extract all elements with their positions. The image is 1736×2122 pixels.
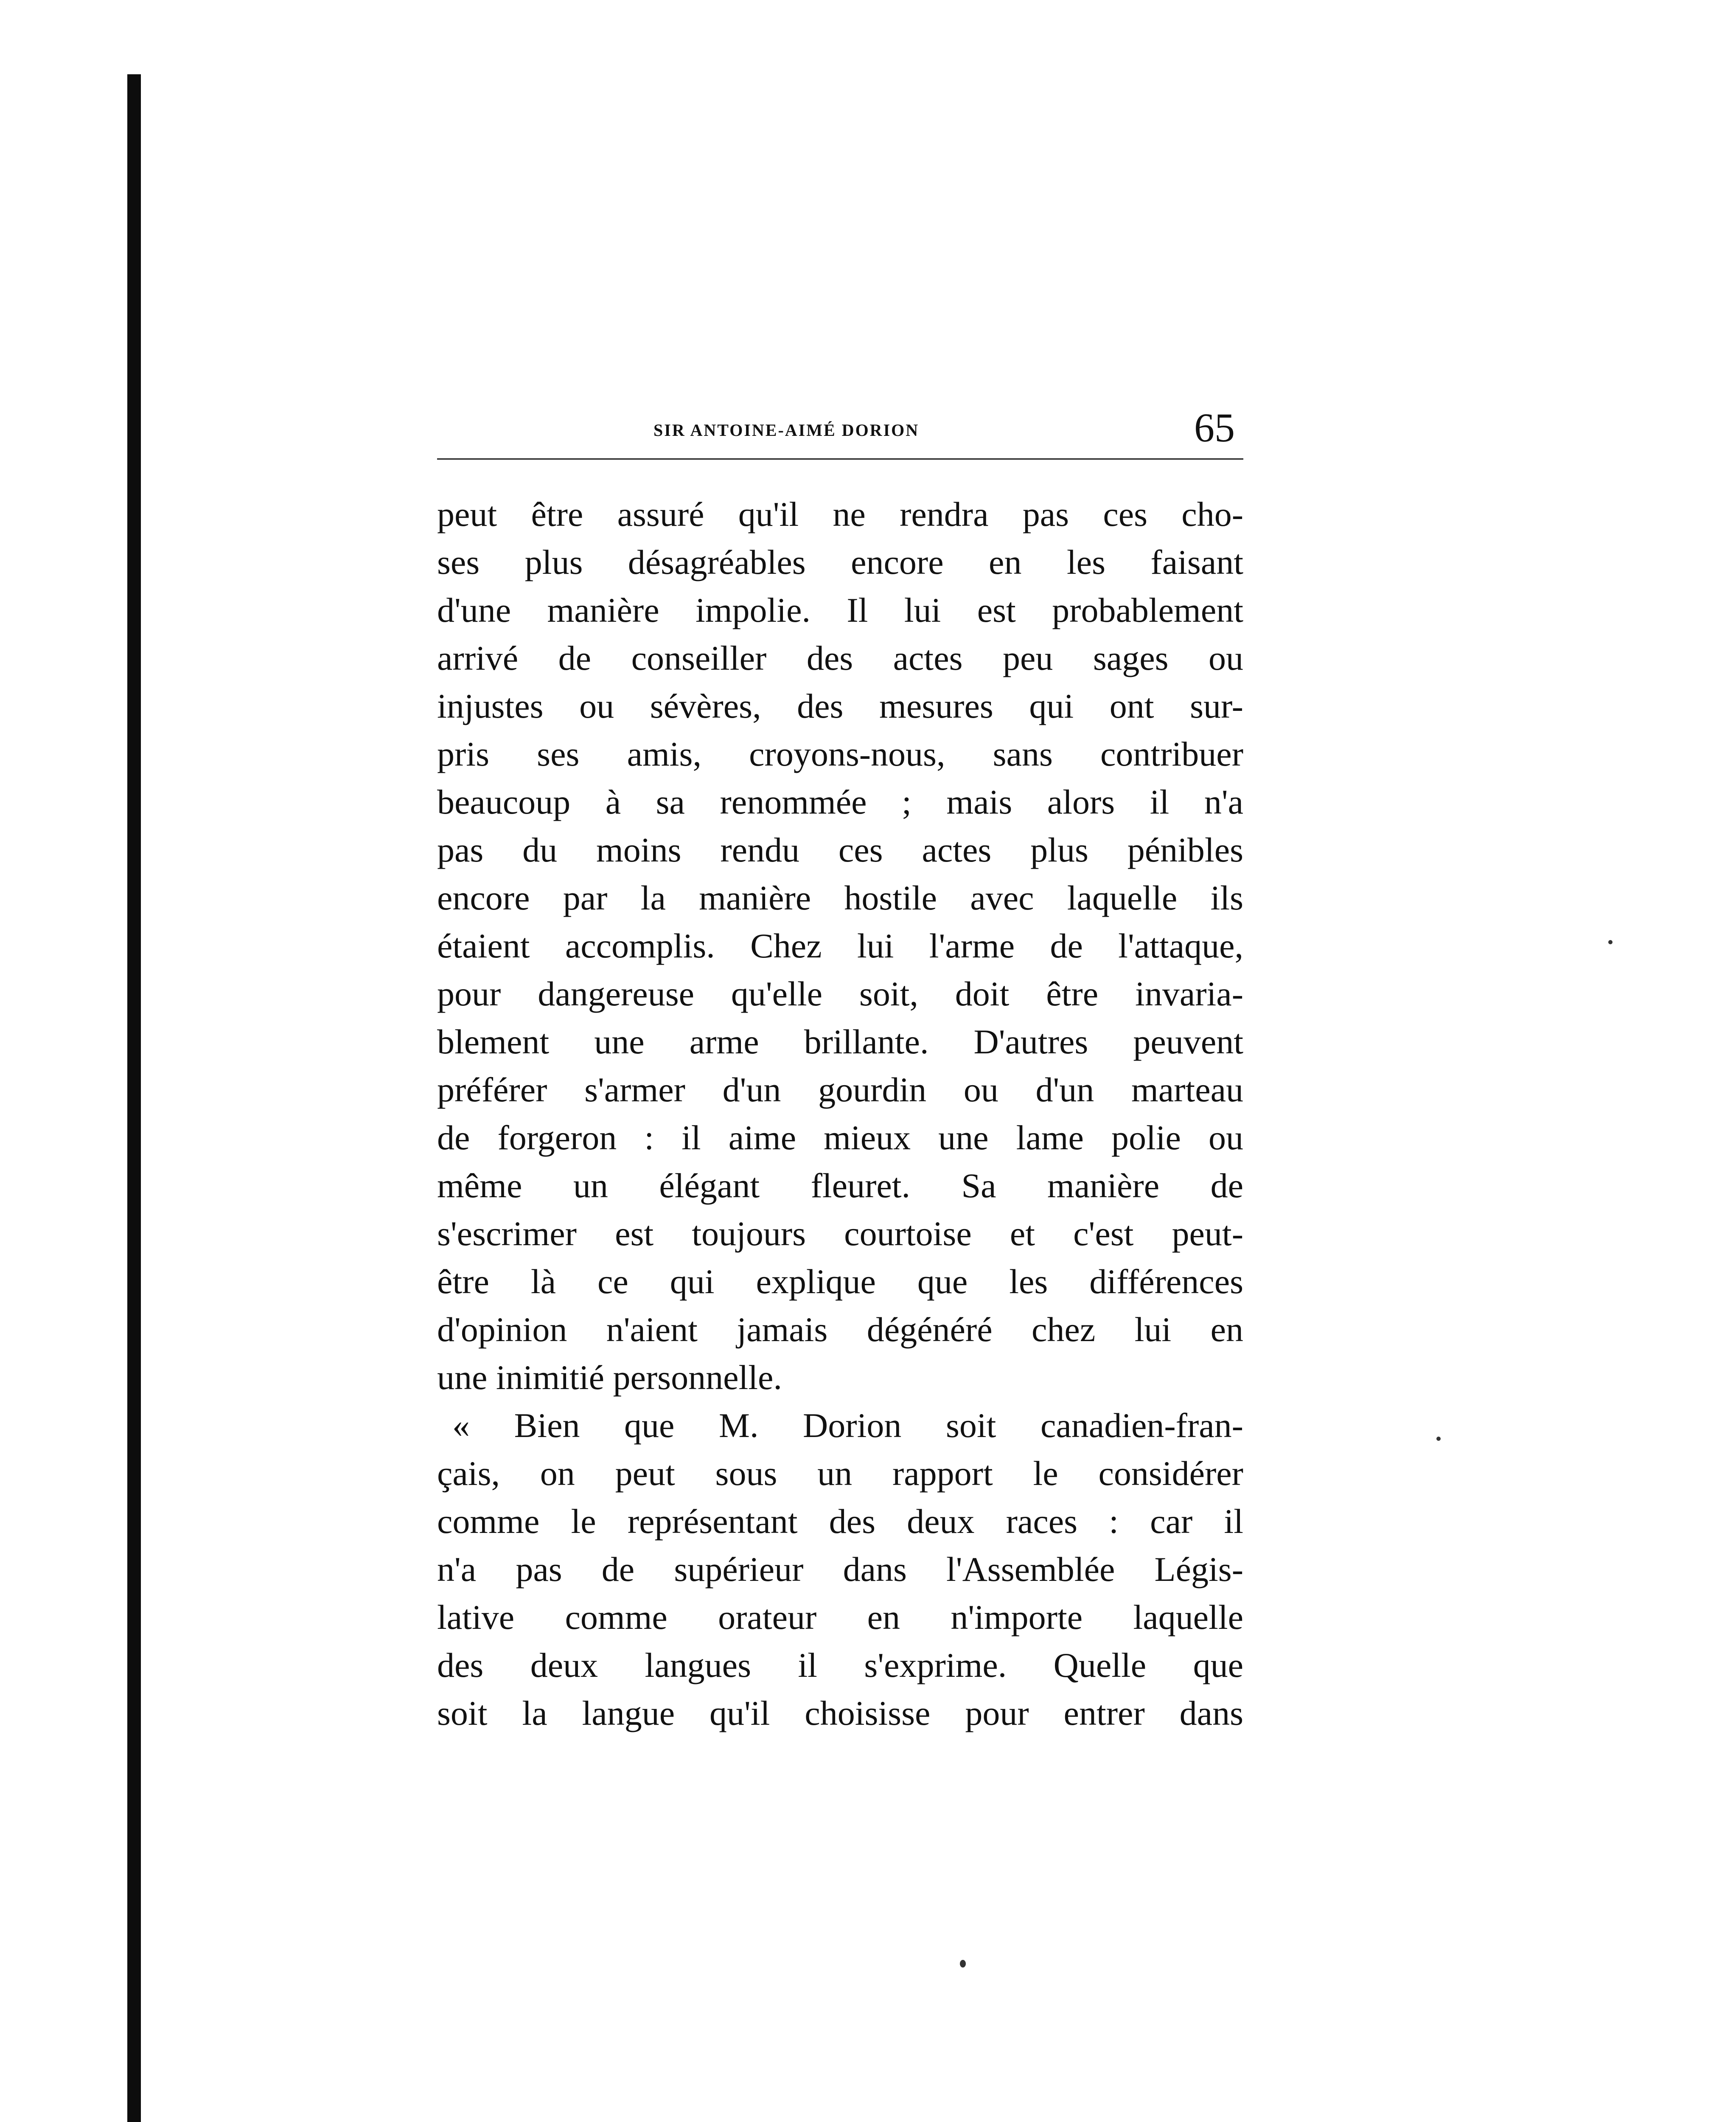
text-line: peut être assuré qu'il ne rendra pas ces cho- [437, 495, 1243, 533]
text-line: n'a pas de supérieur dans l'Assemblée Légis- [437, 1550, 1243, 1589]
text-line: s'escrimer est toujours courtoise et c'est peut- [437, 1214, 1243, 1253]
text-line: arrivé de conseiller des actes peu sages ou [437, 639, 1243, 677]
text-line: beaucoup à sa renommée ; mais alors il n'a [437, 783, 1243, 821]
text-line: de forgeron : il aime mieux une lame polie ou [437, 1118, 1243, 1157]
text-line: ses plus désagréables encore en les faisant [437, 543, 1243, 581]
text-line: d'opinion n'aient jamais dégénéré chez lui en [437, 1310, 1243, 1349]
text-line: pour dangereuse qu'elle soit, doit être invaria- [437, 974, 1243, 1013]
book-page [437, 395, 1243, 1737]
quote-start-line: « Bien que M. Dorion soit canadien-fran- [452, 1406, 1243, 1445]
binding-edge [127, 74, 141, 2122]
text-line: çais, on peut sous un rapport le considérer [437, 1454, 1243, 1493]
text-line: pas du moins rendu ces actes plus pénibles [437, 831, 1243, 869]
text-line: comme le représentant des deux races : car il [437, 1502, 1243, 1541]
scan-speck [1436, 1437, 1441, 1441]
paragraph-end-line: une inimitié personnelle. [437, 1358, 782, 1397]
text-line: soit la langue qu'il choisisse pour entrer dans [437, 1694, 1243, 1732]
page-number: 65 [1194, 405, 1235, 450]
text-line: encore par la manière hostile avec laquelle ils [437, 879, 1243, 917]
text-line: des deux langues il s'exprime. Quelle que [437, 1646, 1243, 1684]
text-line: d'une manière impolie. Il lui est probablement [437, 591, 1243, 629]
text-line: étaient accomplis. Chez lui l'arme de l'attaque, [437, 926, 1243, 965]
text-line: pris ses amis, croyons-nous, sans contribuer [437, 735, 1243, 773]
running-title: SIR ANTOINE-AIMÉ DORION [653, 421, 920, 440]
text-line: lative comme orateur en n'importe laquelle [437, 1598, 1243, 1636]
scan-speck [960, 1960, 966, 1968]
text-line: injustes ou sévères, des mesures qui ont sur- [437, 687, 1243, 725]
text-line: être là ce qui explique que les différences [437, 1262, 1243, 1301]
scan-speck [1608, 940, 1613, 944]
running-head [437, 395, 1243, 458]
text-line: blement une arme brillante. D'autres peuvent [437, 1022, 1243, 1061]
text-line: même un élégant fleuret. Sa manière de [437, 1166, 1243, 1205]
body-text [437, 490, 1243, 1737]
text-line: préférer s'armer d'un gourdin ou d'un marteau [437, 1070, 1243, 1109]
header-rule [437, 458, 1243, 460]
